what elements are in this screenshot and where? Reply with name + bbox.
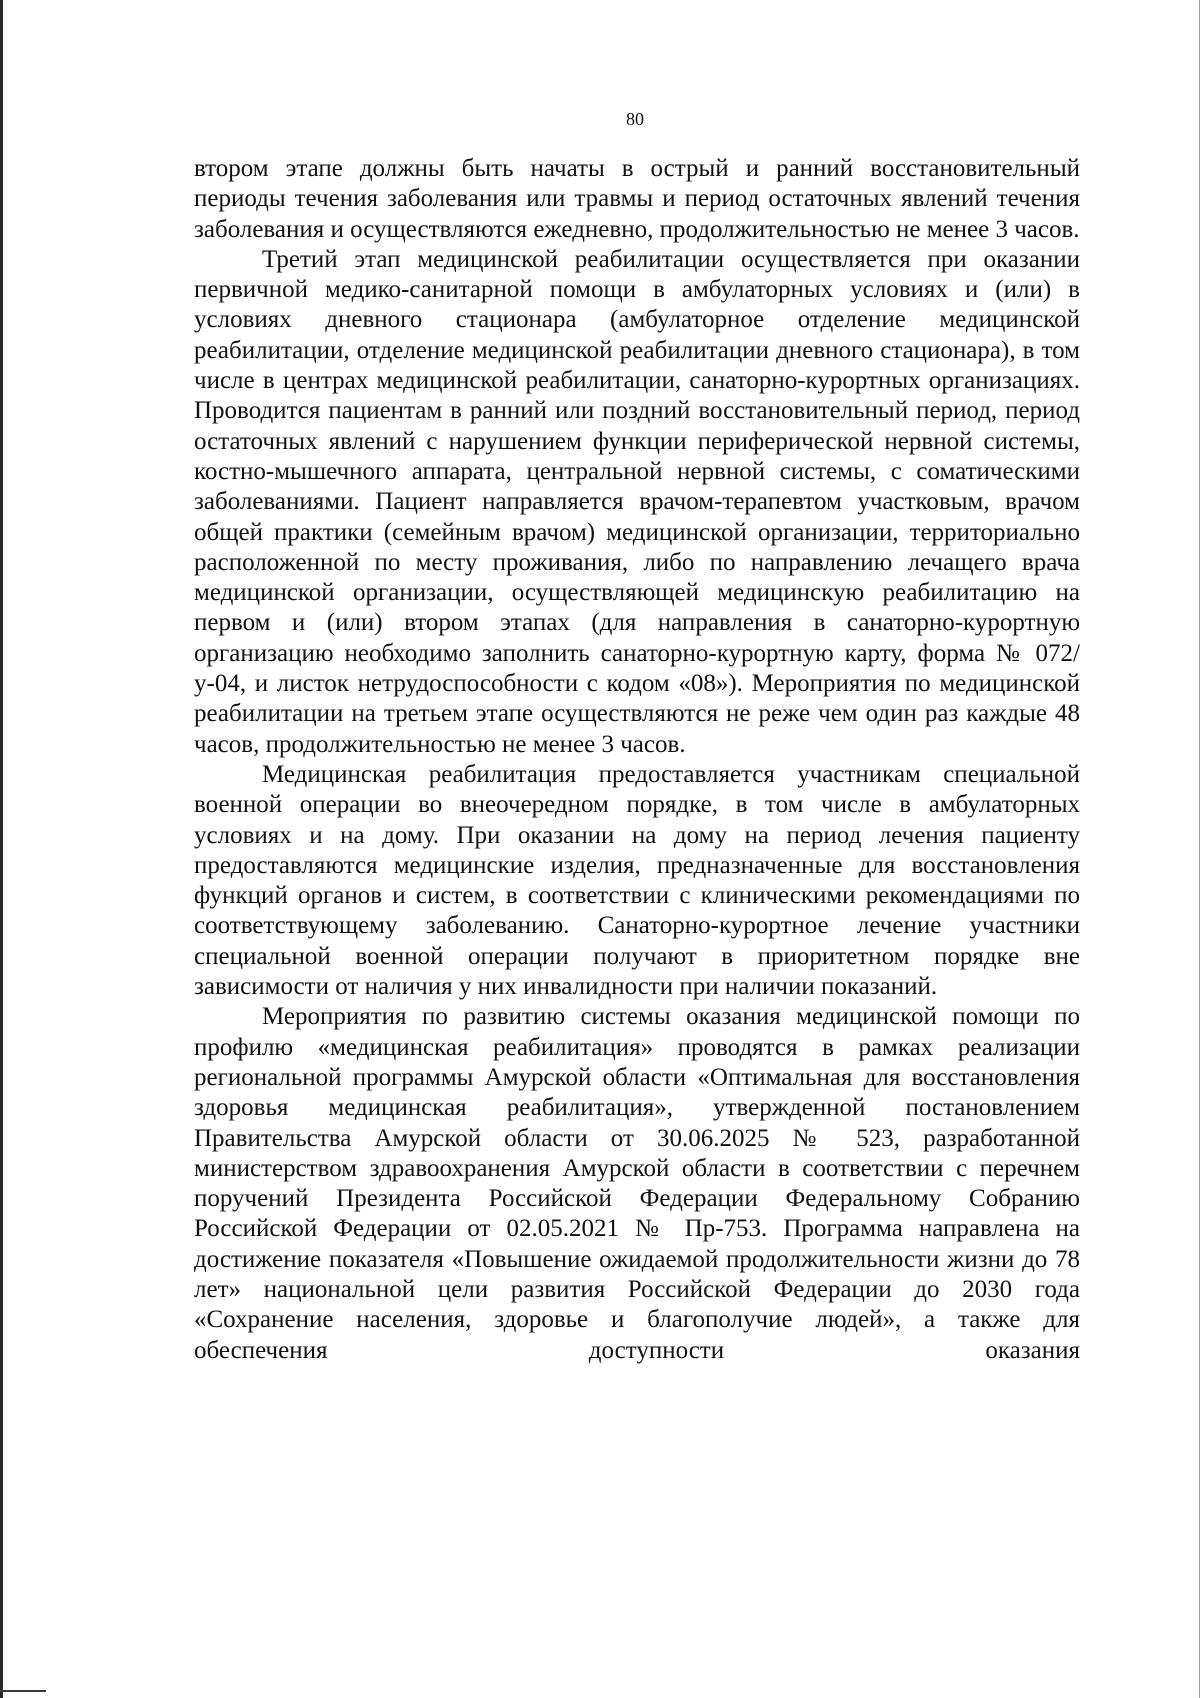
paragraph-svo-rehabilitation: Медицинская реабилитация предоставляется участникам специальной военной операции во внеочередном порядке, в том числе в амбулаторных условиях и на дому. При оказании на дому на период лечения пациенту предоставляются медицинские изделия, предназначенные для восстановления функций органов и систем, в соответствии с клиническими рекомендациями по соответствующему заболеванию. Санаторно-курортное лечение участники специальной военной операции получают в приоритетном порядке вне зависимости от наличия у них инвалидности при наличии показаний.: [194, 760, 1080, 1001]
paragraph-continuation: втором этапе должны быть начаты в острый и ранний восстановительный периоды течения заболевания или травмы и период остаточных явлений течения заболевания и осуществляются ежедневно, продолжительностью не менее 3 часов.: [194, 155, 1080, 243]
paragraph-regional-program: Мероприятия по развитию системы оказания медицинской помощи по профилю «медицинская реабилитация» проводятся в рамках реализации региональной программы Амурской области «Оптимальная для восстановления здоровья медицинская реабилитация», утвержденной постановлением Правительства Амурской области от 30.06.2025 № 523, разработанной министерством здравоохранения Амурской области в соответствии с перечнем поручений Президента Российской Федерации Федеральному Собранию Российской Федерации от 02.05.2021 № Пр-753. Программа направлена на достижение показателя «Повышение ожидаемой продолжительности жизни до 78 лет» национальной цели развития Российской Федерации до 2030 года «Сохранение населения, здоровье и благополучие людей», а также для обеспечения доступности оказания: [194, 1003, 1080, 1364]
document-body: [194, 154, 1080, 1366]
scan-edge-left: [0, 0, 3, 1698]
scan-edge-mark: [0, 1690, 46, 1692]
page-number: 80: [626, 109, 644, 129]
paragraph-third-stage: Третий этап медицинской реабилитации осуществляется при оказании первичной медико-санитарной помощи в амбулаторных условиях и (или) в условиях дневного стационара (амбулаторное отделение медицинской реабилитации, отделение медицинской реабилитации дневного стационара), в том числе в центрах медицинской реабилитации, санаторно-курортных организациях. Проводится пациентам в ранний или поздний восстановительный период, период остаточных явлений с нарушением функции периферической нервной системы, костно-мышечного аппарата, центральной нервной системы, с соматическими заболеваниями. Пациент направляется врачом-терапевтом участковым, врачом общей практики (семейным врачом) медицинской организации, территориально расположенной по месту проживания, либо по направлению лечащего врача медицинской организации, осуществляющей медицинскую реабилитацию на первом и (или) втором этапах (для направления в санаторно-курортную организацию необходимо заполнить санаторно-курортную карту, форма № 072/у-04, и листок нетрудоспособности с кодом «08»). Мероприятия по медицинской реабилитации на третьем этапе осуществляются не реже чем один раз каждые 48 часов, продолжительностью не менее 3 часов.: [194, 245, 1080, 758]
